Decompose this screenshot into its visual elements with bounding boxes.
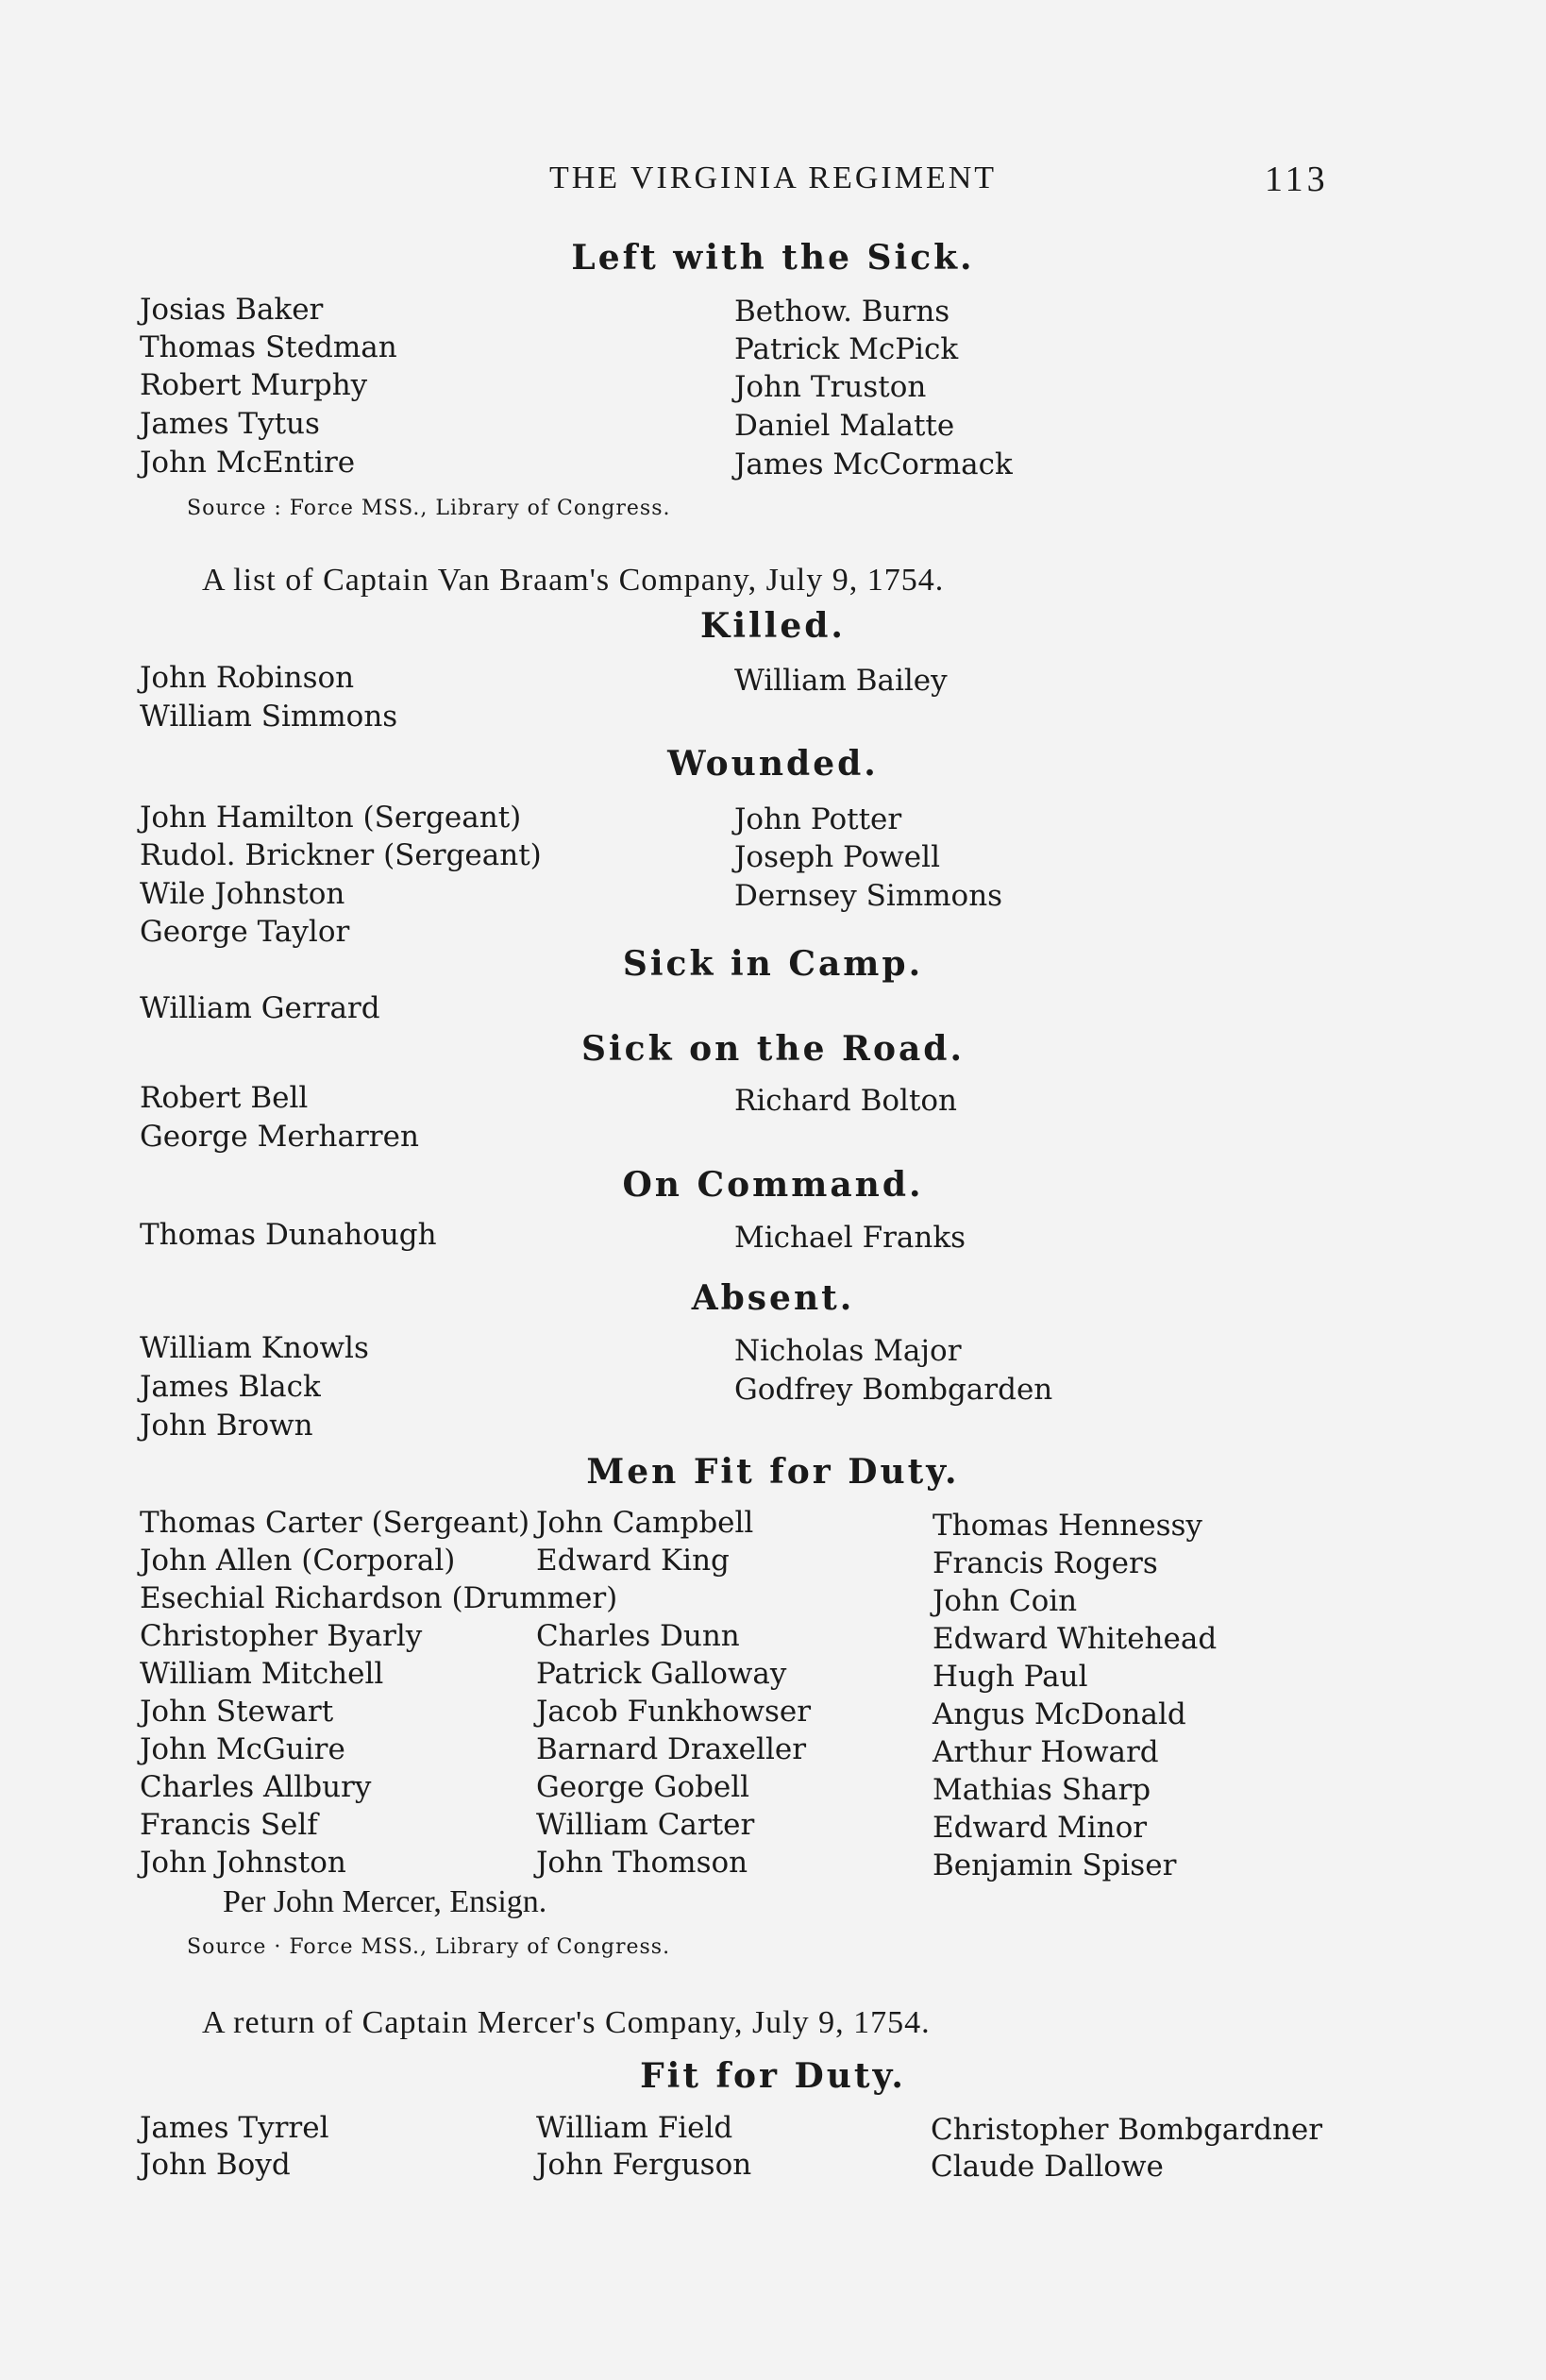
list-item: James McCormack [734, 447, 1013, 481]
list-item: John Truston [734, 370, 927, 404]
list-item: Angus McDonald [933, 1697, 1186, 1731]
list-item: John Potter [734, 802, 902, 836]
list-item: John Coin [933, 1584, 1078, 1618]
list-item: Josias Baker [140, 293, 324, 327]
running-head: THE VIRGINIA REGIMENT [548, 160, 998, 195]
section-heading-men-fit-for-duty: Men Fit for Duty. [586, 1452, 960, 1492]
list-item: James Black [140, 1370, 321, 1404]
section-heading-absent: Absent. [691, 1278, 855, 1318]
list-item: Bethow. Burns [734, 295, 950, 329]
list-intro-mercer: A return of Captain Mercer's Company, July 9, 1754. [202, 2005, 931, 2040]
list-item: Barnard Draxeller [536, 1732, 807, 1766]
section-heading-fit-for-duty: Fit for Duty. [640, 2056, 906, 2096]
list-item: James Tytus [140, 407, 320, 441]
section-heading-left-with-sick: Left with the Sick. [571, 238, 975, 278]
list-item: John Brown [140, 1409, 313, 1443]
source-note: Source : Force MSS., Library of Congress. [187, 497, 671, 520]
list-item: Joseph Powell [734, 840, 940, 874]
list-item: Godfrey Bombgarden [734, 1373, 1053, 1407]
list-item: John Hamilton (Sergeant) [140, 801, 522, 835]
list-item: John McEntire [140, 446, 356, 480]
list-item: John Robinson [140, 661, 355, 695]
list-item: Robert Murphy [140, 368, 368, 402]
list-item: William Gerrard [140, 991, 380, 1025]
list-item: John Johnston [140, 1846, 346, 1880]
list-item: Arthur Howard [933, 1735, 1159, 1769]
list-item: Rudol. Brickner (Sergeant) [140, 838, 542, 872]
list-item: John Campbell [536, 1506, 754, 1540]
list-item: Wile Johnston [140, 877, 345, 911]
list-item: Edward Whitehead [933, 1622, 1218, 1656]
list-item: Esechial Richardson (Drummer) [140, 1581, 618, 1615]
list-item: Dernsey Simmons [734, 879, 1003, 913]
list-item: John Stewart [140, 1695, 334, 1729]
list-item: John Thomson [536, 1846, 748, 1880]
list-item: Nicholas Major [734, 1334, 962, 1368]
source-note: Source · Force MSS., Library of Congress. [187, 1935, 671, 1959]
list-item: Mathias Sharp [933, 1773, 1151, 1807]
list-item: Hugh Paul [933, 1660, 1088, 1694]
list-item: Michael Franks [734, 1221, 966, 1255]
list-item: Thomas Dunahough [140, 1218, 437, 1252]
list-item: Patrick Galloway [536, 1657, 787, 1691]
list-item: John McGuire [140, 1732, 345, 1766]
list-item: William Field [536, 2111, 733, 2145]
list-item: Francis Rogers [933, 1546, 1158, 1580]
list-item: Edward Minor [933, 1811, 1148, 1845]
list-item: William Mitchell [140, 1657, 384, 1691]
list-item: John Boyd [140, 2148, 291, 2182]
list-item: John Allen (Corporal) [140, 1544, 456, 1578]
list-item: George Gobell [536, 1770, 750, 1804]
list-item: Richard Bolton [734, 1084, 958, 1118]
list-item: William Knowls [140, 1331, 369, 1365]
signature-line: Per John Mercer, Ensign. [223, 1884, 547, 1919]
list-item: Francis Self [140, 1808, 318, 1842]
list-item: Edward King [536, 1544, 730, 1578]
list-item: Christopher Bombgardner [931, 2113, 1323, 2147]
section-heading-on-command: On Command. [622, 1165, 924, 1205]
list-item: James Tyrrel [140, 2111, 329, 2145]
list-item: Benjamin Spiser [933, 1848, 1177, 1882]
list-item: William Carter [536, 1808, 755, 1842]
list-item: William Simmons [140, 700, 398, 734]
list-item: John Ferguson [536, 2148, 752, 2182]
list-item: George Merharren [140, 1120, 419, 1154]
list-item: Charles Dunn [536, 1619, 740, 1653]
section-heading-wounded: Wounded. [667, 744, 879, 784]
list-item: William Bailey [734, 664, 948, 698]
list-item: Thomas Stedman [140, 330, 397, 364]
list-item: Patrick McPick [734, 332, 959, 366]
section-heading-killed: Killed. [700, 606, 846, 646]
list-item: Thomas Hennessy [933, 1509, 1202, 1543]
page-number: 113 [1265, 160, 1329, 199]
list-item: Christopher Byarly [140, 1619, 423, 1653]
section-heading-sick-in-camp: Sick in Camp. [622, 944, 924, 984]
list-item: Robert Bell [140, 1081, 309, 1115]
list-item: Daniel Malatte [734, 409, 955, 443]
list-item: Claude Dallowe [931, 2150, 1164, 2184]
section-heading-sick-on-road: Sick on the Road. [581, 1029, 965, 1069]
list-item: George Taylor [140, 915, 350, 949]
list-intro-van-braam: A list of Captain Van Braam's Company, July 9, 1754. [202, 563, 945, 598]
list-item: Thomas Carter (Sergeant) [140, 1506, 530, 1540]
list-item: Charles Allbury [140, 1770, 372, 1804]
list-item: Jacob Funkhowser [536, 1695, 812, 1729]
